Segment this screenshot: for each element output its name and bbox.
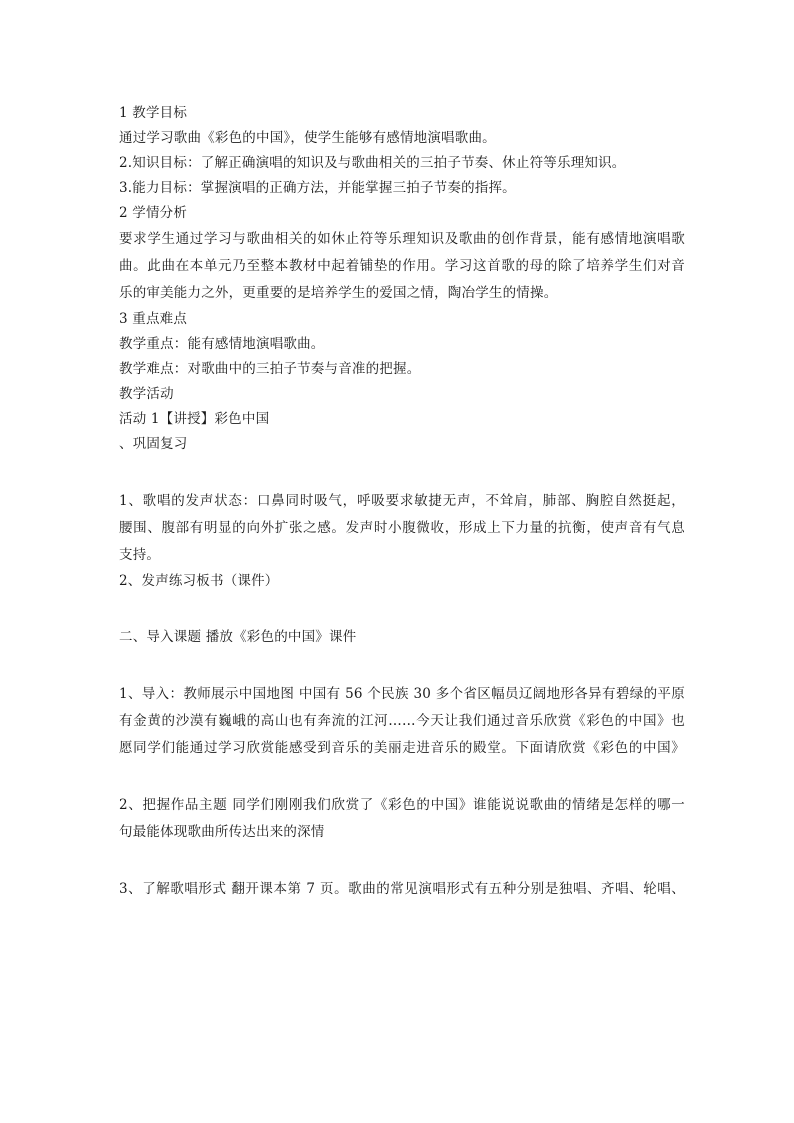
section-heading-activities: 教学活动 [119,386,174,402]
section-heading-student-analysis: 2 学情分析 [119,205,188,221]
spacer [119,594,685,625]
section-heading-introduction: 二、导入课题 播放《彩色的中国》课件 [119,629,357,645]
vocal-exercise-text: 2、发声练习板书（课件） [119,573,279,589]
paragraph-line: 愿同学们能通过学习欣赏能感受到音乐的美丽走进音乐的殿堂。下面请欣赏《彩色的中国》 [119,740,685,756]
ability-goal: 3.能力目标：掌握演唱的正确方法，并能掌握三拍子节奏的指挥。 [119,180,516,196]
paragraph-line: 2、把握作品主题 同学们刚刚我们欣赏了《彩色的中国》谁能说说歌曲的情绪是怎样的哪一 [119,797,685,813]
paragraph-line: 句最能体现歌曲所传达出来的深情 [119,824,325,840]
paragraph-line: 1、导入：教师展示中国地图 中国有 56 个民族 30 多个省区幅员辽阔地形各异有碧绿的平原 [119,686,685,702]
spacer [119,846,685,877]
goal-text: 通过学习歌曲《彩色的中国》，使学生能够有感情地演唱歌曲。 [119,130,496,146]
paragraph-line: 腰围、腹部有明显的向外扩张之感。发声时小腹微收，形成上下力量的抗衡，使声音有气息 [119,520,685,536]
paragraph-line: 有金黄的沙漠有巍峨的高山也有奔流的江河……今天让我们通过音乐欣赏《彩色的中国》也 [119,713,685,729]
paragraph-line: 1、歌唱的发声状态：口鼻同时吸气，呼吸要求敏捷无声，不耸肩，肺部、胸腔自然挺起， [119,493,685,509]
knowledge-goal: 2.知识目标：了解正确演唱的知识及与歌曲相关的三拍子节奏、休止符等乐理知识。 [119,155,626,171]
theme-paragraph [119,792,685,846]
review-heading: 、巩固复习 [119,436,188,452]
introduction-paragraph [119,681,685,762]
document-body [119,101,685,902]
activity-title: 活动 1【讲授】彩色中国 [119,411,270,427]
paragraph-line: 乐的审美能力之外，更重要的是培养学生的爱国之情，陶冶学生的情操。 [119,285,558,301]
section-heading-teaching-goals: 1 教学目标 [119,105,188,121]
difficulty-text: 教学难点：对歌曲中的三拍子节奏与音准的把握。 [119,361,421,377]
paragraph-line: 要求学生通过学习与歌曲相关的如休止符等乐理知识及歌曲的创作背景，能有感情地演唱歌 [119,231,685,247]
spacer [119,457,685,488]
singing-forms-text: 3、了解歌唱形式 翻开课本第 7 页。歌曲的常见演唱形式有五种分别是独唱、齐唱、轮唱、 [119,881,685,897]
paragraph-line: 支持。 [119,547,161,563]
spacer [119,762,685,792]
paragraph-line: 曲。此曲在本单元乃至整本教材中起着铺垫的作用。学习这首歌的母的除了培养学生们对音 [119,258,685,274]
spacer [119,650,685,681]
key-point-text: 教学重点：能有感情地演唱歌曲。 [119,336,325,352]
vocal-state-paragraph [119,488,685,569]
section-heading-key-points: 3 重点难点 [119,311,188,327]
student-analysis-paragraph [119,226,685,307]
